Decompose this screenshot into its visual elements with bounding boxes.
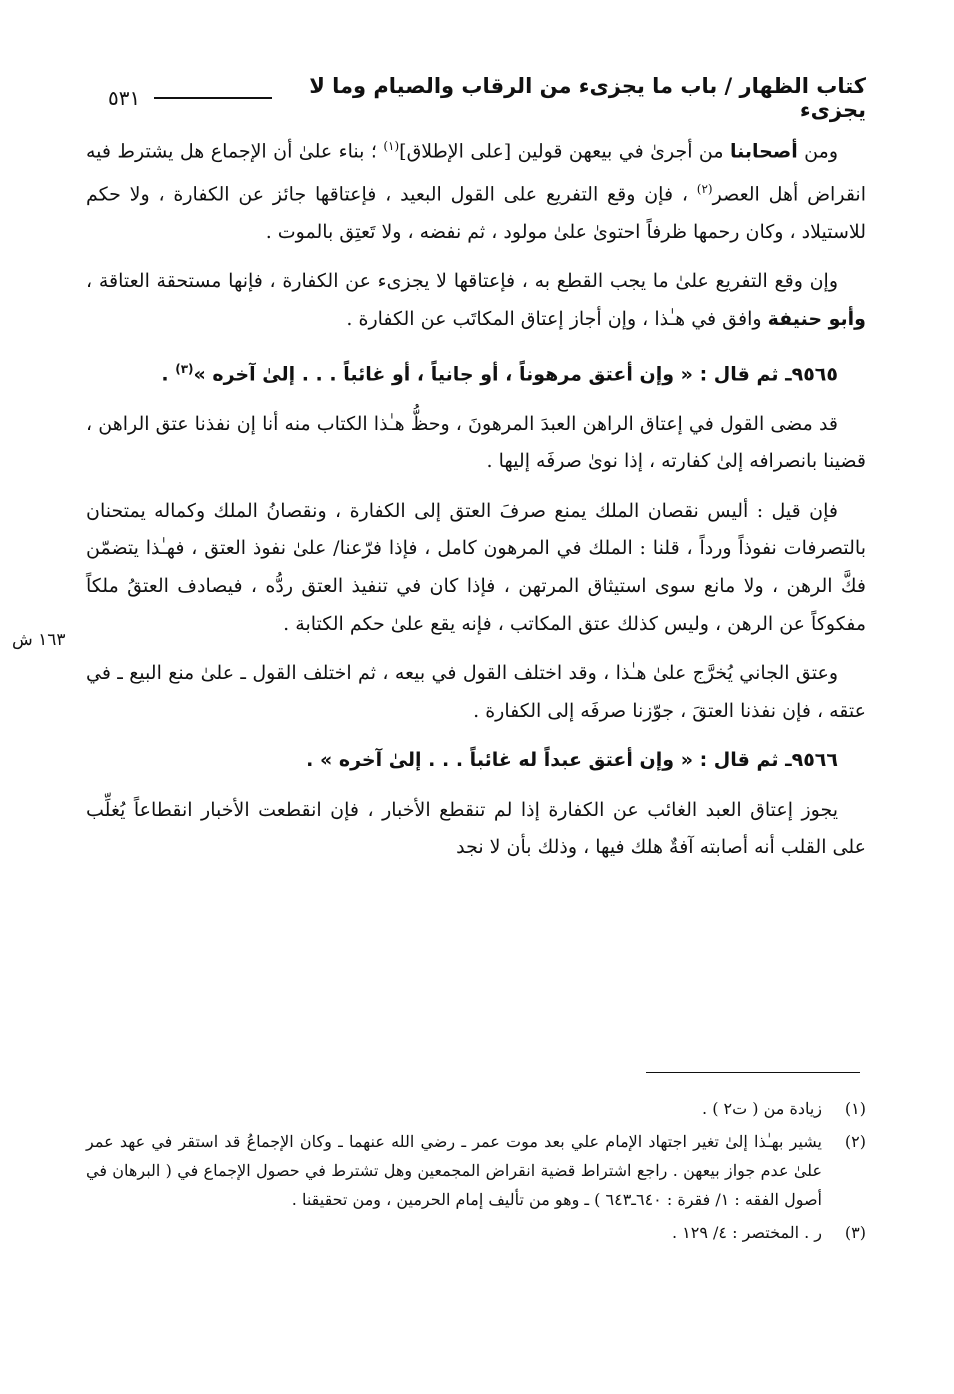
footnote-item [86, 1127, 866, 1214]
header-rule [154, 97, 272, 99]
quote-heading-9566: ٩٥٦٦ـ ثم قال : « وإن أعتق عبداً له غائباً . . . إلىٰ آخره » . [306, 749, 838, 772]
text-run: وإن وقع التفريع علىٰ ما يجب القطع به ، فإعتاقها لا يجزىء عن الكفارة ، فإنها مستحقة العتاقة ، [86, 270, 838, 293]
footnote-ref: (٣) [175, 361, 194, 376]
page-number: ٥٣١ [108, 86, 141, 110]
footnote-number: (١) [844, 1099, 866, 1118]
text-run: ؛ بناء علىٰ أن الإجماع هل يشترط فيه انقراض أهل العصر [86, 140, 867, 206]
paragraph-1 [86, 128, 866, 251]
paragraph-5: وعتق الجاني يُخرَّج علىٰ هـٰذا ، وقد اختلف القول في بيعه ، ثم اختلف القول ـ علىٰ منع البيع ـ في عتقه ، فإن نفذنا العتقَ ، جوّزنا صرفَه إلى الكفارة . [86, 662, 866, 722]
paragraph-2 [86, 263, 866, 338]
footnote-item [86, 1218, 866, 1247]
paragraph-3: قد مضى القول في إعتاق الراهن العبدَ المرهونَ ، وحظُّ هـٰذا الكتاب منه أنا إن نفذنا عتق الراهن ، قضينا بانصرافه إلىٰ كفارته ، إذا نوىٰ صرفَه إليها . [86, 412, 866, 473]
footnote-text: زيادة من ( ت٢ ) . [702, 1099, 822, 1118]
text-run: ومن [797, 140, 838, 163]
bold-term: وأبو حنيفة [767, 308, 866, 331]
footnote-text: ر . المختصر : ٤/ ١٢٩ . [671, 1223, 822, 1242]
footnote-text: يشير بهـٰذا إلىٰ تغير اجتهاد الإمام علي بعد موت عمر ـ رضي الله عنهما ـ وكان الإجماعُ قد استقر في عهد عمر علىٰ عدم جواز بيعهن . راجع اشتراط قضية انقراض المجمعين وهل تشترط في حصول الإجماع في ( البرهان في أصول الفقه : ١/ فقرة : ٦٤٠ـ٦٤٣ ) ـ وهو من تأليف إمام الحرمين ، ومن تحقيقنا . [86, 1132, 822, 1209]
footnote-rule [646, 1072, 860, 1073]
footnote-ref: (١) [383, 139, 400, 153]
text-run: . [161, 362, 176, 385]
bold-term: أصحابنا [730, 140, 798, 163]
margin-note: ١٦٣ ش [12, 630, 66, 650]
footnote-ref: (٢) [696, 181, 713, 196]
quote-text: ٩٥٦٥ـ ثم قال : « وإن أعتق مرهوناً ، أو جانياً ، أو غائباً . . . إلىٰ آخره » [193, 362, 838, 385]
paragraph-4: فإن قيل : أليس نقصان الملك يمنع صرفَ العتق إلى الكفارة ، ونقصانُ الملك وكماله يمتحنان بالتصرفات نفوذاً ورداً ، قلنا : الملك في المرهون كامل ، فإذا فرّعنا/ علىٰ نفوذ العتق ، فهـٰذا يتضمّن فكَّ الرهن ، ولا مانع سوى استيثاق المرتهن ، فإذا كان في تنفيذ العتق ردُّه ، فيصادف العتقُ ملكاً مفكوكاً عن الرهن ، وليس كذلك عتق المكاتب ، فإنه يقع علىٰ حكم الكتابة . [86, 499, 866, 635]
text-run: وافق في هـٰذا ، وإن أجاز إعتاق المكاتَب عن الكفارة . [346, 308, 768, 331]
footnote-item [86, 1094, 866, 1123]
text-run: ، فإن وقع التفريع على القول البعيد ، فإعتاقها جائز عن الكفارة ، ولا حكم للاستيلاد ، وكان رحمها ظرفاً احتوىٰ علىٰ مولود ، ثم نفضه ، ولا تَعتِق بالموت . [86, 183, 866, 243]
paragraph-6: يجوز إعتاق العبد الغائب عن الكفارة إذا لم تنقطع الأخبار ، فإن انقطعت الأخبار انقطاعاً يُغلِّب على القلب أنه أصابته آفةٌ هلك فيها ، وذلك بأن لا نجد [86, 798, 866, 859]
running-header [108, 74, 866, 122]
quote-heading-9565 [86, 351, 866, 394]
footnotes [86, 1094, 866, 1251]
footnote-number: (٣) [844, 1223, 866, 1242]
text-run: من أجرىٰ في بيعهن قولين [على الإطلاق] [399, 140, 731, 163]
main-text [86, 128, 866, 879]
header-title: كتاب الظهار / باب ما يجزىء من الرقاب والصيام وما لا يجزىء [309, 74, 866, 122]
footnote-number: (٢) [844, 1132, 866, 1151]
